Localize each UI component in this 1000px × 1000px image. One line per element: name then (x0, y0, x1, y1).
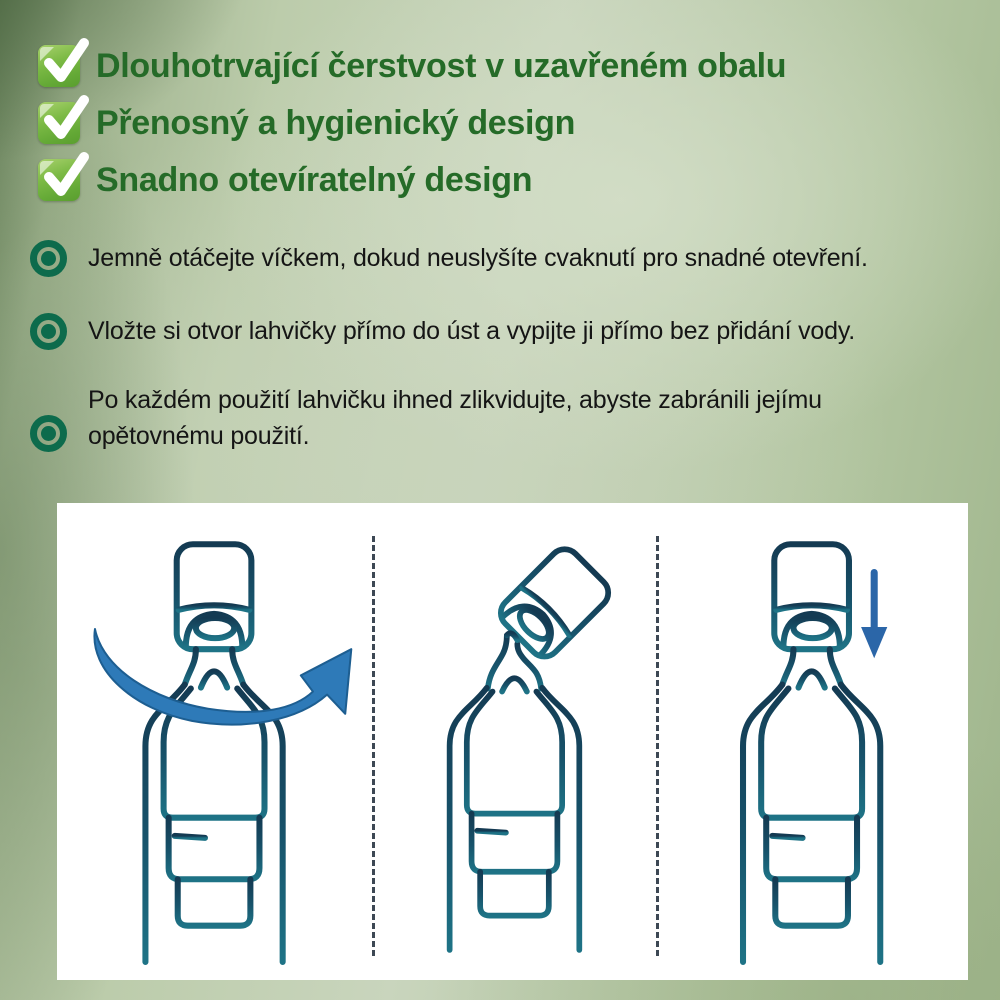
instruction-row (30, 313, 1000, 350)
feature-label: Dlouhotrvající čerstvost v uzavřeném obalu (96, 46, 787, 85)
checkmark-icon (38, 102, 80, 144)
target-bullet-icon (30, 313, 67, 350)
instruction-list (30, 240, 1000, 455)
step-cap-removed (372, 503, 656, 980)
feature-label: Přenosný a hygienický design (96, 103, 576, 142)
feature-list (38, 44, 786, 202)
dashed-divider (656, 536, 659, 956)
target-bullet-icon (30, 415, 67, 452)
twist-cap-bottle-illustration (66, 516, 362, 970)
feature-label: Snadno otevíratelný design (96, 160, 533, 199)
checkmark-icon (38, 45, 80, 87)
usage-steps-panel (57, 503, 968, 980)
dashed-divider (372, 536, 375, 956)
capped-bottle-illustration (665, 516, 958, 970)
instruction-text: Vložte si otvor lahvičky přímo do úst a vypijte ji přímo bez přidání vody. (88, 317, 856, 345)
instruction-row (30, 240, 1000, 277)
step-twist-cap (57, 503, 372, 980)
instruction-text: Po každém použití lahvičku ihned zlikvidujte, abyste zabránili jejímu opětovnému použití. (88, 386, 822, 451)
instruction-text: Jemně otáčejte víčkem, dokud neuslyšíte cvaknutí pro snadné otevření. (88, 244, 868, 272)
feature-row (38, 101, 786, 145)
feature-row (38, 44, 786, 88)
step-cap-down (656, 503, 968, 980)
checkmark-icon (38, 159, 80, 201)
down-arrow-icon (861, 573, 887, 659)
tilted-cap-icon (494, 543, 614, 663)
removed-tilted-cap-bottle-illustration (381, 516, 648, 970)
target-bullet-icon (30, 240, 67, 277)
instruction-row (30, 382, 1000, 455)
feature-row (38, 158, 786, 202)
